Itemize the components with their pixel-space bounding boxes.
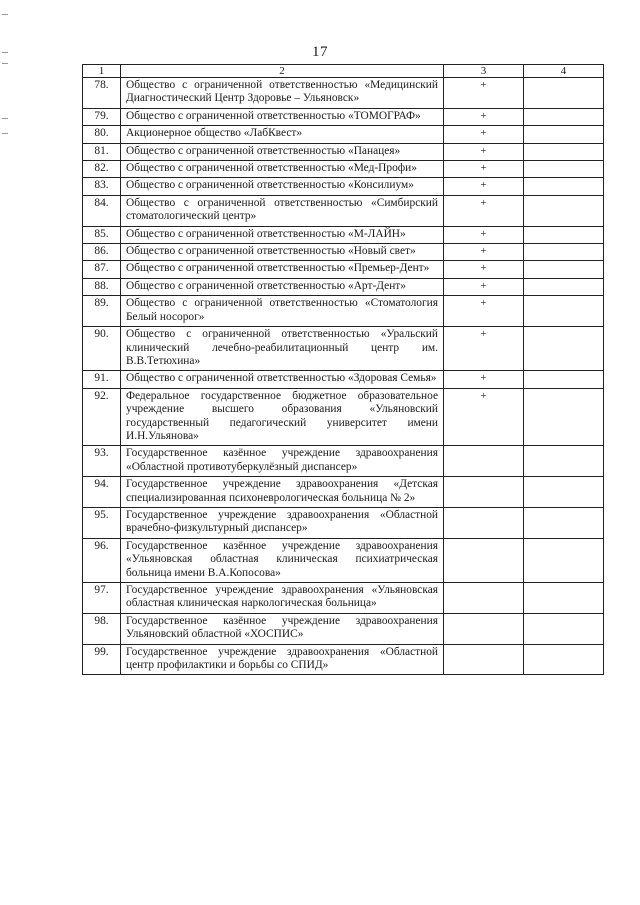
organization-name: Общество с ограниченной ответственностью «Мед-Профи» (121, 161, 444, 178)
column-4-mark (524, 143, 604, 160)
column-4-mark (524, 126, 604, 143)
header-col-2: 2 (121, 65, 444, 78)
organization-name: Государственное учреждение здравоохранения «Областной врачебно-физкультурный диспансер» (121, 507, 444, 538)
column-4-mark (524, 583, 604, 614)
table-row (83, 613, 604, 644)
organization-name: Общество с ограниченной ответственностью «ТОМОГРАФ» (121, 108, 444, 125)
column-3-mark: + (444, 388, 524, 446)
table-row (83, 108, 604, 125)
organization-name: Государственное казённое учреждение здравоохранения Ульяновский областной «ХОСПИС» (121, 613, 444, 644)
organization-name: Общество с ограниченной ответственностью «Арт-Дент» (121, 278, 444, 295)
row-number: 79. (83, 108, 121, 125)
organization-name: Общество с ограниченной ответственностью «Медицинский Диагностический Центр Здоровье – Ульяновск» (121, 78, 444, 109)
column-4-mark (524, 538, 604, 582)
organization-name: Общество с ограниченной ответственностью «Консилиум» (121, 178, 444, 195)
row-number: 82. (83, 161, 121, 178)
row-number: 99. (83, 644, 121, 675)
column-3-mark: + (444, 126, 524, 143)
column-3-mark: + (444, 244, 524, 261)
table-row (83, 161, 604, 178)
column-3-mark (444, 477, 524, 508)
column-4-mark (524, 388, 604, 446)
column-4-mark (524, 78, 604, 109)
column-3-mark (444, 583, 524, 614)
table-header-row (83, 65, 604, 78)
registry-table (82, 64, 604, 675)
column-4-mark (524, 477, 604, 508)
row-number: 81. (83, 143, 121, 160)
organization-name: Государственное учреждение здравоохранения «Областной центр профилактики и борьбы со СПИД» (121, 644, 444, 675)
column-3-mark (444, 644, 524, 675)
organization-name: Общество с ограниченной ответственностью «Здоровая Семья» (121, 371, 444, 388)
column-3-mark: + (444, 371, 524, 388)
row-number: 86. (83, 244, 121, 261)
column-4-mark (524, 108, 604, 125)
organization-name: Общество с ограниченной ответственностью «Новый свет» (121, 244, 444, 261)
organization-name: Государственное казённое учреждение здравоохранения «Ульяновская областная клиническая психиатрическая больница имени В.А.Копосова» (121, 538, 444, 582)
row-number: 83. (83, 178, 121, 195)
column-4-mark (524, 195, 604, 226)
table-row (83, 143, 604, 160)
row-number: 88. (83, 278, 121, 295)
row-number: 89. (83, 296, 121, 327)
header-col-3: 3 (444, 65, 524, 78)
column-3-mark: + (444, 178, 524, 195)
column-3-mark (444, 446, 524, 477)
organization-name: Общество с ограниченной ответственностью «М-ЛАЙН» (121, 226, 444, 243)
organization-name: Акционерное общество «ЛабКвест» (121, 126, 444, 143)
column-4-mark (524, 296, 604, 327)
row-number: 94. (83, 477, 121, 508)
row-number: 92. (83, 388, 121, 446)
column-4-mark (524, 327, 604, 371)
organization-name: Общество с ограниченной ответственностью «Премьер-Дент» (121, 261, 444, 278)
table-row (83, 78, 604, 109)
column-4-mark (524, 613, 604, 644)
organization-name: Государственное учреждение здравоохранения «Детская специализированная психоневрологическая больница № 2» (121, 477, 444, 508)
table-row (83, 261, 604, 278)
table-row (83, 226, 604, 243)
organization-name: Общество с ограниченной ответственностью «Симбирский стоматологический центр» (121, 195, 444, 226)
header-col-1: 1 (83, 65, 121, 78)
table-row (83, 278, 604, 295)
page-number: 17 (312, 44, 328, 60)
column-3-mark: + (444, 226, 524, 243)
table-row (83, 477, 604, 508)
table-row (83, 178, 604, 195)
row-number: 90. (83, 327, 121, 371)
column-3-mark: + (444, 327, 524, 371)
organization-name: Общество с ограниченной ответственностью «Уральский клинический лечебно-реабилитационный центр им. В.В.Тетюхина» (121, 327, 444, 371)
column-3-mark (444, 538, 524, 582)
column-3-mark: + (444, 261, 524, 278)
column-4-mark (524, 161, 604, 178)
binding-edge-marks (2, 0, 12, 905)
row-number: 80. (83, 126, 121, 143)
column-3-mark: + (444, 195, 524, 226)
organization-name: Государственное учреждение здравоохранения «Ульяновская областная клиническая наркологическая больница» (121, 583, 444, 614)
column-3-mark: + (444, 108, 524, 125)
column-4-mark (524, 226, 604, 243)
organization-name: Общество с ограниченной ответственностью «Стоматология Белый носорог» (121, 296, 444, 327)
table-row (83, 583, 604, 614)
organization-name: Общество с ограниченной ответственностью «Панацея» (121, 143, 444, 160)
table-row (83, 327, 604, 371)
column-3-mark: + (444, 278, 524, 295)
table-row (83, 244, 604, 261)
table-row (83, 507, 604, 538)
row-number: 85. (83, 226, 121, 243)
table-row (83, 296, 604, 327)
table-body (83, 78, 604, 675)
table-row (83, 388, 604, 446)
column-4-mark (524, 507, 604, 538)
column-4-mark (524, 178, 604, 195)
column-3-mark: + (444, 78, 524, 109)
row-number: 95. (83, 507, 121, 538)
table-row (83, 644, 604, 675)
table-row (83, 446, 604, 477)
table-row (83, 195, 604, 226)
header-col-4: 4 (524, 65, 604, 78)
table-row (83, 538, 604, 582)
table-row (83, 371, 604, 388)
column-4-mark (524, 446, 604, 477)
column-3-mark: + (444, 143, 524, 160)
row-number: 87. (83, 261, 121, 278)
column-4-mark (524, 244, 604, 261)
row-number: 93. (83, 446, 121, 477)
column-4-mark (524, 261, 604, 278)
row-number: 84. (83, 195, 121, 226)
organization-name: Федеральное государственное бюджетное образовательное учреждение высшего образования «Ульяновский государственный педагогический университет имени И.Н.Ульянова» (121, 388, 444, 446)
column-4-mark (524, 371, 604, 388)
column-3-mark (444, 613, 524, 644)
row-number: 91. (83, 371, 121, 388)
column-3-mark: + (444, 161, 524, 178)
column-3-mark: + (444, 296, 524, 327)
organization-name: Государственное казённое учреждение здравоохранения «Областной противотуберкулёзный диспансер» (121, 446, 444, 477)
row-number: 98. (83, 613, 121, 644)
column-3-mark (444, 507, 524, 538)
row-number: 78. (83, 78, 121, 109)
row-number: 97. (83, 583, 121, 614)
column-4-mark (524, 644, 604, 675)
table-row (83, 126, 604, 143)
column-4-mark (524, 278, 604, 295)
row-number: 96. (83, 538, 121, 582)
